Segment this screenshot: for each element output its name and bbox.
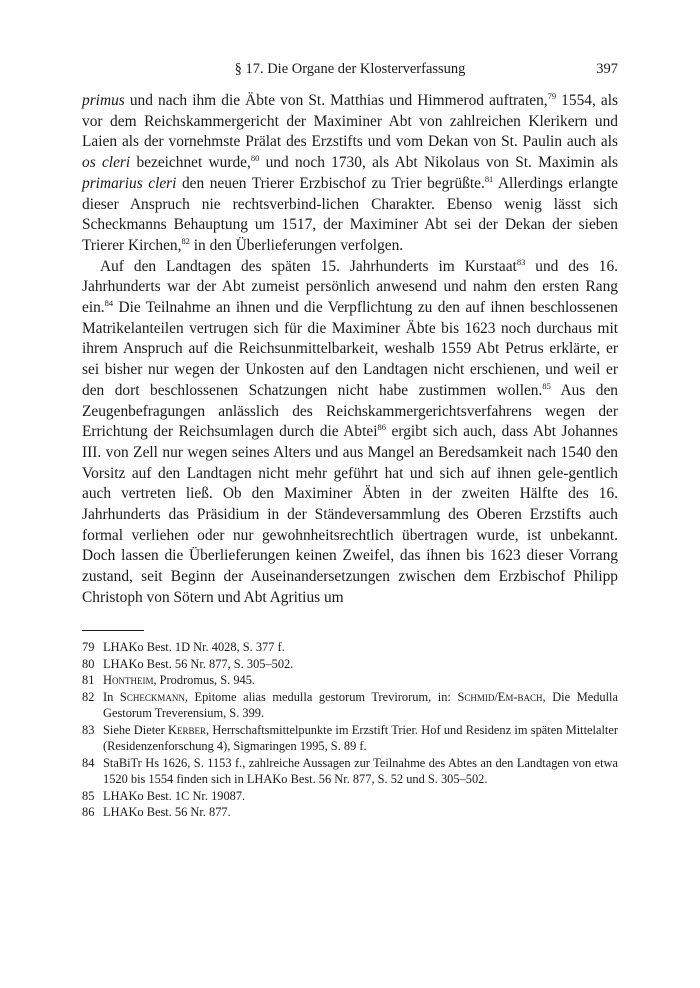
text-run: und nach ihm die Äbte von St. Matthias und Himmerod auftraten, [124,92,548,109]
footnote-text: LHAKo Best. 1C Nr. 19087. [103,788,246,803]
page-number: 397 [596,61,618,77]
italic-term: primus [82,92,125,109]
footnote-text: , Die Medulla Gestorum Treverensium, S. 399. [103,689,618,720]
footnote-text: In [103,689,120,704]
footnote-text: LHAKo Best. 1D Nr. 4028, S. 377 f. [103,640,285,654]
paragraph-2 [82,257,618,609]
footnote-number: 81 [82,673,95,687]
footnote-text: , Herrschaftsmittelpunkte im Erzstift Trier. Hof und Residenz im späten Mittelalter (Residenzenforschung 4), Sigmaringen 1995, S. 89 f. [103,722,618,753]
footnote-text: , Prodromus, S. 945. [153,673,255,687]
footnote-ref-80[interactable]: 80 [250,153,260,164]
footnotes [82,639,618,821]
footnote-80 [82,656,618,673]
footnote-ref-82[interactable]: 82 [181,236,190,246]
footnote-85 [82,788,618,805]
text-run: 1554, als vor dem Reichskammergericht der Maximiner Abt von zahlreichen Klerikern und Laien als der vornehmste Prälat des Erzstifts und vom Dekan von St. Paulin auch als [82,92,619,151]
footnote-82 [82,689,618,722]
footnote-86 [82,804,618,821]
text-run: Die Teilnahme an ihnen und die Verpflichtung zu den auf ihnen beschlossenen Matrikelanteilen vertrugen sich für die Maximiner Äbte bis 1623 noch durchaus mit ihrem Anspruch auf die Reichsunmittelbarkeit, weshalb 1559 Abt Petrus erklärte, er sei bisher nur wegen der Unkosten auf den Landtagen nicht erschienen, und weil er den dort beschlossenen Schatzungen nicht habe zustimmen wollen. [82,299,618,399]
footnote-ref-83[interactable]: 83 [516,256,526,267]
footnote-text: LHAKo Best. 56 Nr. 877, S. 305–502. [103,656,294,671]
author-name: Scheckmann [119,689,185,704]
footnote-number: 83 [82,722,95,737]
footnote-81 [82,672,618,689]
footnote-83 [82,722,618,755]
text-run: den neuen Trierer Erzbischof zu Trier begrüßte. [176,174,485,192]
footnote-ref-85[interactable]: 85 [542,380,551,391]
italic-term: os cleri [82,154,131,172]
text-run: Auf den Landtagen des späten 15. Jahrhunderts im Kurstaat [100,257,517,275]
footnote-number: 85 [82,788,95,803]
text-run: ergibt sich auch, dass Abt Johannes III. von Zell nur wegen seines Alters und aus Mangel an Beredsamkeit nach 1540 den Vorsitz auf den Landtagen nicht mehr geführt hat und sich auf ihnen gele-gentlich auch vertreten ließ. Ob den Maximiner Äbten in der zweiten Hälfte des 16. Jahrhunderts das Präsidium in der Ständeversammlung des Oberen Erzstifts auch formal verliehen oder nur gewohnheitsrechtlich übertragen wurde, ist unbekannt. Doch lassen die Überlieferungen keinen Zweifel, das ihnen bis 1623 dieser Vorrang zustand, seit Beginn der Auseinandersetzungen zwischen dem Erzbischof Philipp Christoph von Sötern und Abt Agritius um [82,423,618,606]
footnote-number: 84 [82,755,95,770]
footnote-84 [82,755,618,788]
author-name: Hontheim [103,673,154,687]
footnote-number: 79 [82,640,95,654]
text-run: in den Überlieferungen verfolgen. [189,236,404,254]
page-header [82,61,618,81]
footnote-ref-86[interactable]: 86 [377,422,386,433]
footnote-separator [82,630,144,631]
footnote-number: 82 [82,689,95,704]
footnote-ref-79[interactable]: 79 [547,91,557,102]
footnote-ref-81[interactable]: 81 [484,173,494,184]
footnote-number: 80 [82,656,95,671]
footnote-79 [82,639,618,656]
text-run: Allerdings erlangte dieser Anspruch nie rechtsverbind-lichen Charakter. Ebenso wenig lässt sich Scheckmanns Behauptung um 1517, der Maximiner Abt sei der Dekan der sieben Trierer Kirchen, [82,174,618,254]
author-name: Schmid/Em-bach [457,689,543,704]
running-head: § 17. Die Organe der Klosterverfassung [234,61,466,77]
text-run: und des 16. Jahrhunderts war der Abt zumeist persönlich anwesend und nahm den ersten Rang ein. [82,257,618,317]
footnote-number: 86 [82,805,95,819]
author-name: Kerber [168,722,206,737]
footnote-text: , Epitome alias medulla gestorum Trevirorum, in: [184,689,458,704]
italic-term: primarius cleri [82,174,177,192]
footnote-ref-84[interactable]: 84 [104,298,114,309]
footnote-text: Siehe Dieter [103,722,169,737]
text-run: Aus den Zeugenbefragungen anlässlich des Reichskammergerichtsverfahrens wegen der Errichtung der Reichsumlagen durch die Abtei [82,381,618,441]
main-text [82,91,618,609]
text-run: und noch 1730, als Abt Nikolaus von St. Maximin als [259,154,618,172]
paragraph-1 [82,91,618,257]
text-run: bezeichnet wurde, [130,154,251,172]
footnote-text: LHAKo Best. 56 Nr. 877. [103,805,231,819]
footnote-text: StaBiTr Hs 1626, S. 1153 f., zahlreiche Aussagen zur Teilnahme des Abtes an den Landtagen von etwa 1520 bis 1554 finden sich in LHAKo Best. 56 Nr. 877, S. 52 und S. 305–502. [103,755,618,786]
